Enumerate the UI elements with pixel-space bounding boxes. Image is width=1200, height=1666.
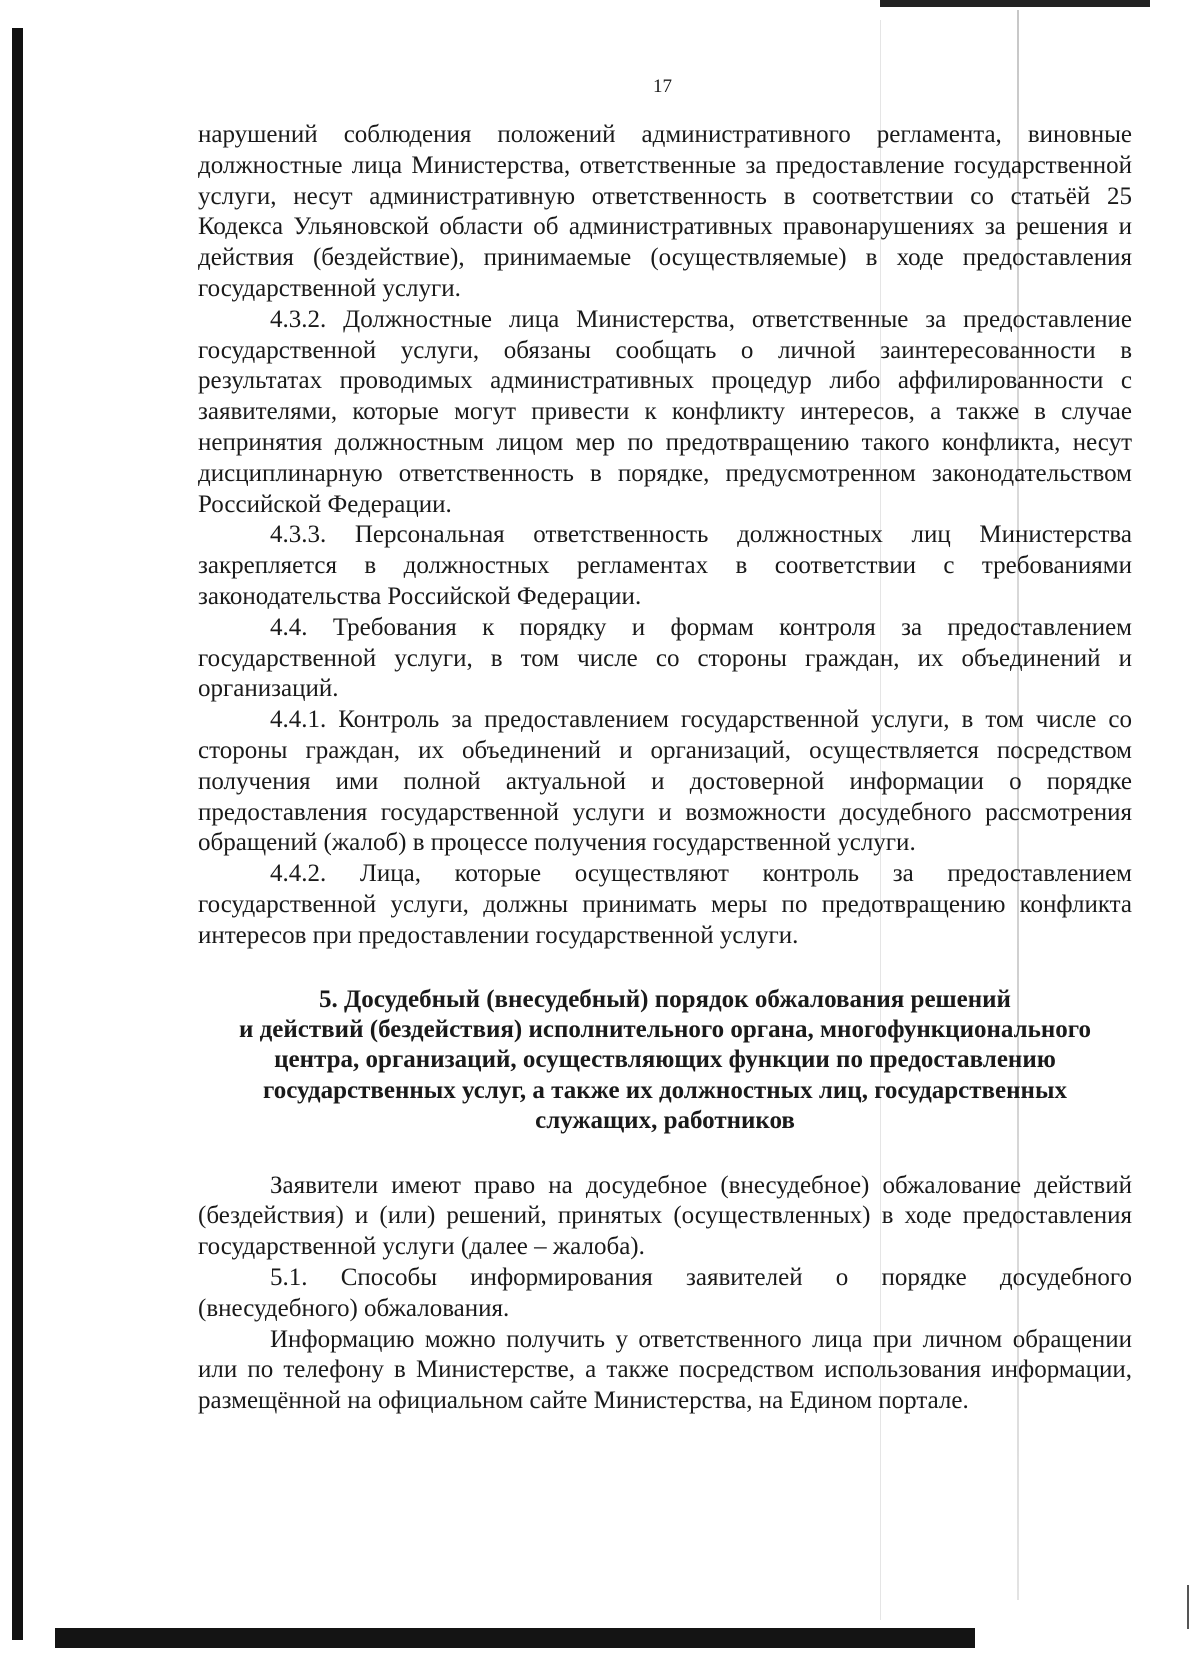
paragraph-appeal-right: Заявители имеют право на досудебное (внесудебное) обжалование действий (бездействия) и (или) решений, принятых (осуществленных) в ходе предоставления государственной услуги (далее – жалоба). — [198, 1171, 1132, 1261]
paragraph-4-4-1: 4.4.1. Контроль за предоставлением государственной услуги, в том числе со стороны граждан, их объединений и организаций, осуществляется посредством получения ими полной актуальной и достоверной информации о порядке предоставления государственной услуги и возможности досудебного рассмотрения обращений (жалоб) в процессе получения государственной услуги. — [198, 706, 1132, 857]
document-body — [198, 120, 1132, 1417]
paragraph-4-3-2: 4.3.2. Должностные лица Министерства, ответственные за предоставление государственной услуги, обязаны сообщать о личной заинтересованности в результатах проводимых административных процедур либо аффилированности с заявителями, которые могут привести к конфликту интересов, а также в случае непринятия должностным лицом мер по предотвращению такого конфликта, несут дисциплинарную ответственность в порядке, предусмотренном законодательством Российской Федерации. — [198, 305, 1132, 518]
section-5-heading-line: центра, организаций, осуществляющих функции по предоставлению — [274, 1046, 1056, 1074]
paragraph-information-sources: Информацию можно получить у ответственного лица при личном обращении или по телефону в Министерстве, а также посредством использования информации, размещённой на официальном сайте Министерства, на Едином портале. — [198, 1325, 1132, 1415]
page-number: 17 — [653, 76, 672, 97]
section-5-heading-line: государственных услуг, а также их должностных лиц, государственных — [263, 1076, 1067, 1104]
section-5-heading — [198, 985, 1132, 1137]
paragraph-4-3-3: 4.3.3. Персональная ответственность должностных лиц Министерства закрепляется в должностных регламентах в соответствии с требованиями законодательства Российской Федерации. — [198, 521, 1132, 610]
scan-left-edge — [12, 28, 23, 1640]
section-5-heading-line: 5. Досудебный (внесудебный) порядок обжалования решений — [319, 985, 1011, 1013]
paragraph-4-4: 4.4. Требования к порядку и формам контроля за предоставлением государственной услуги, в том числе со стороны граждан, их объединений и организаций. — [198, 613, 1132, 703]
paragraph-4-4-2: 4.4.2. Лица, которые осуществляют контроль за предоставлением государственной услуги, должны принимать меры по предотвращению конфликта интересов при предоставлении государственной услуги. — [198, 860, 1132, 949]
paragraph-continuation: нарушений соблюдения положений административного регламента, виновные должностные лица Министерства, ответственные за предоставление государственной услуги, несут административную ответственность в соответствии со статьёй 25 Кодекса Ульяновской области об административных правонарушениях за решения и действия (бездействие), принимаемые (осуществляемые) в ходе предоставления государственной услуги. — [198, 121, 1132, 302]
section-5-heading-line: служащих, работников — [535, 1107, 795, 1135]
scan-bottom-edge — [55, 1628, 975, 1648]
scan-top-edge — [880, 0, 1150, 7]
paragraph-5-1: 5.1. Способы информирования заявителей о порядке досудебного (внесудебного) обжалования. — [198, 1263, 1132, 1322]
scan-edge-mark — [1187, 1585, 1189, 1629]
section-5-heading-line: и действий (бездействия) исполнительного органа, многофункционального — [239, 1015, 1091, 1043]
